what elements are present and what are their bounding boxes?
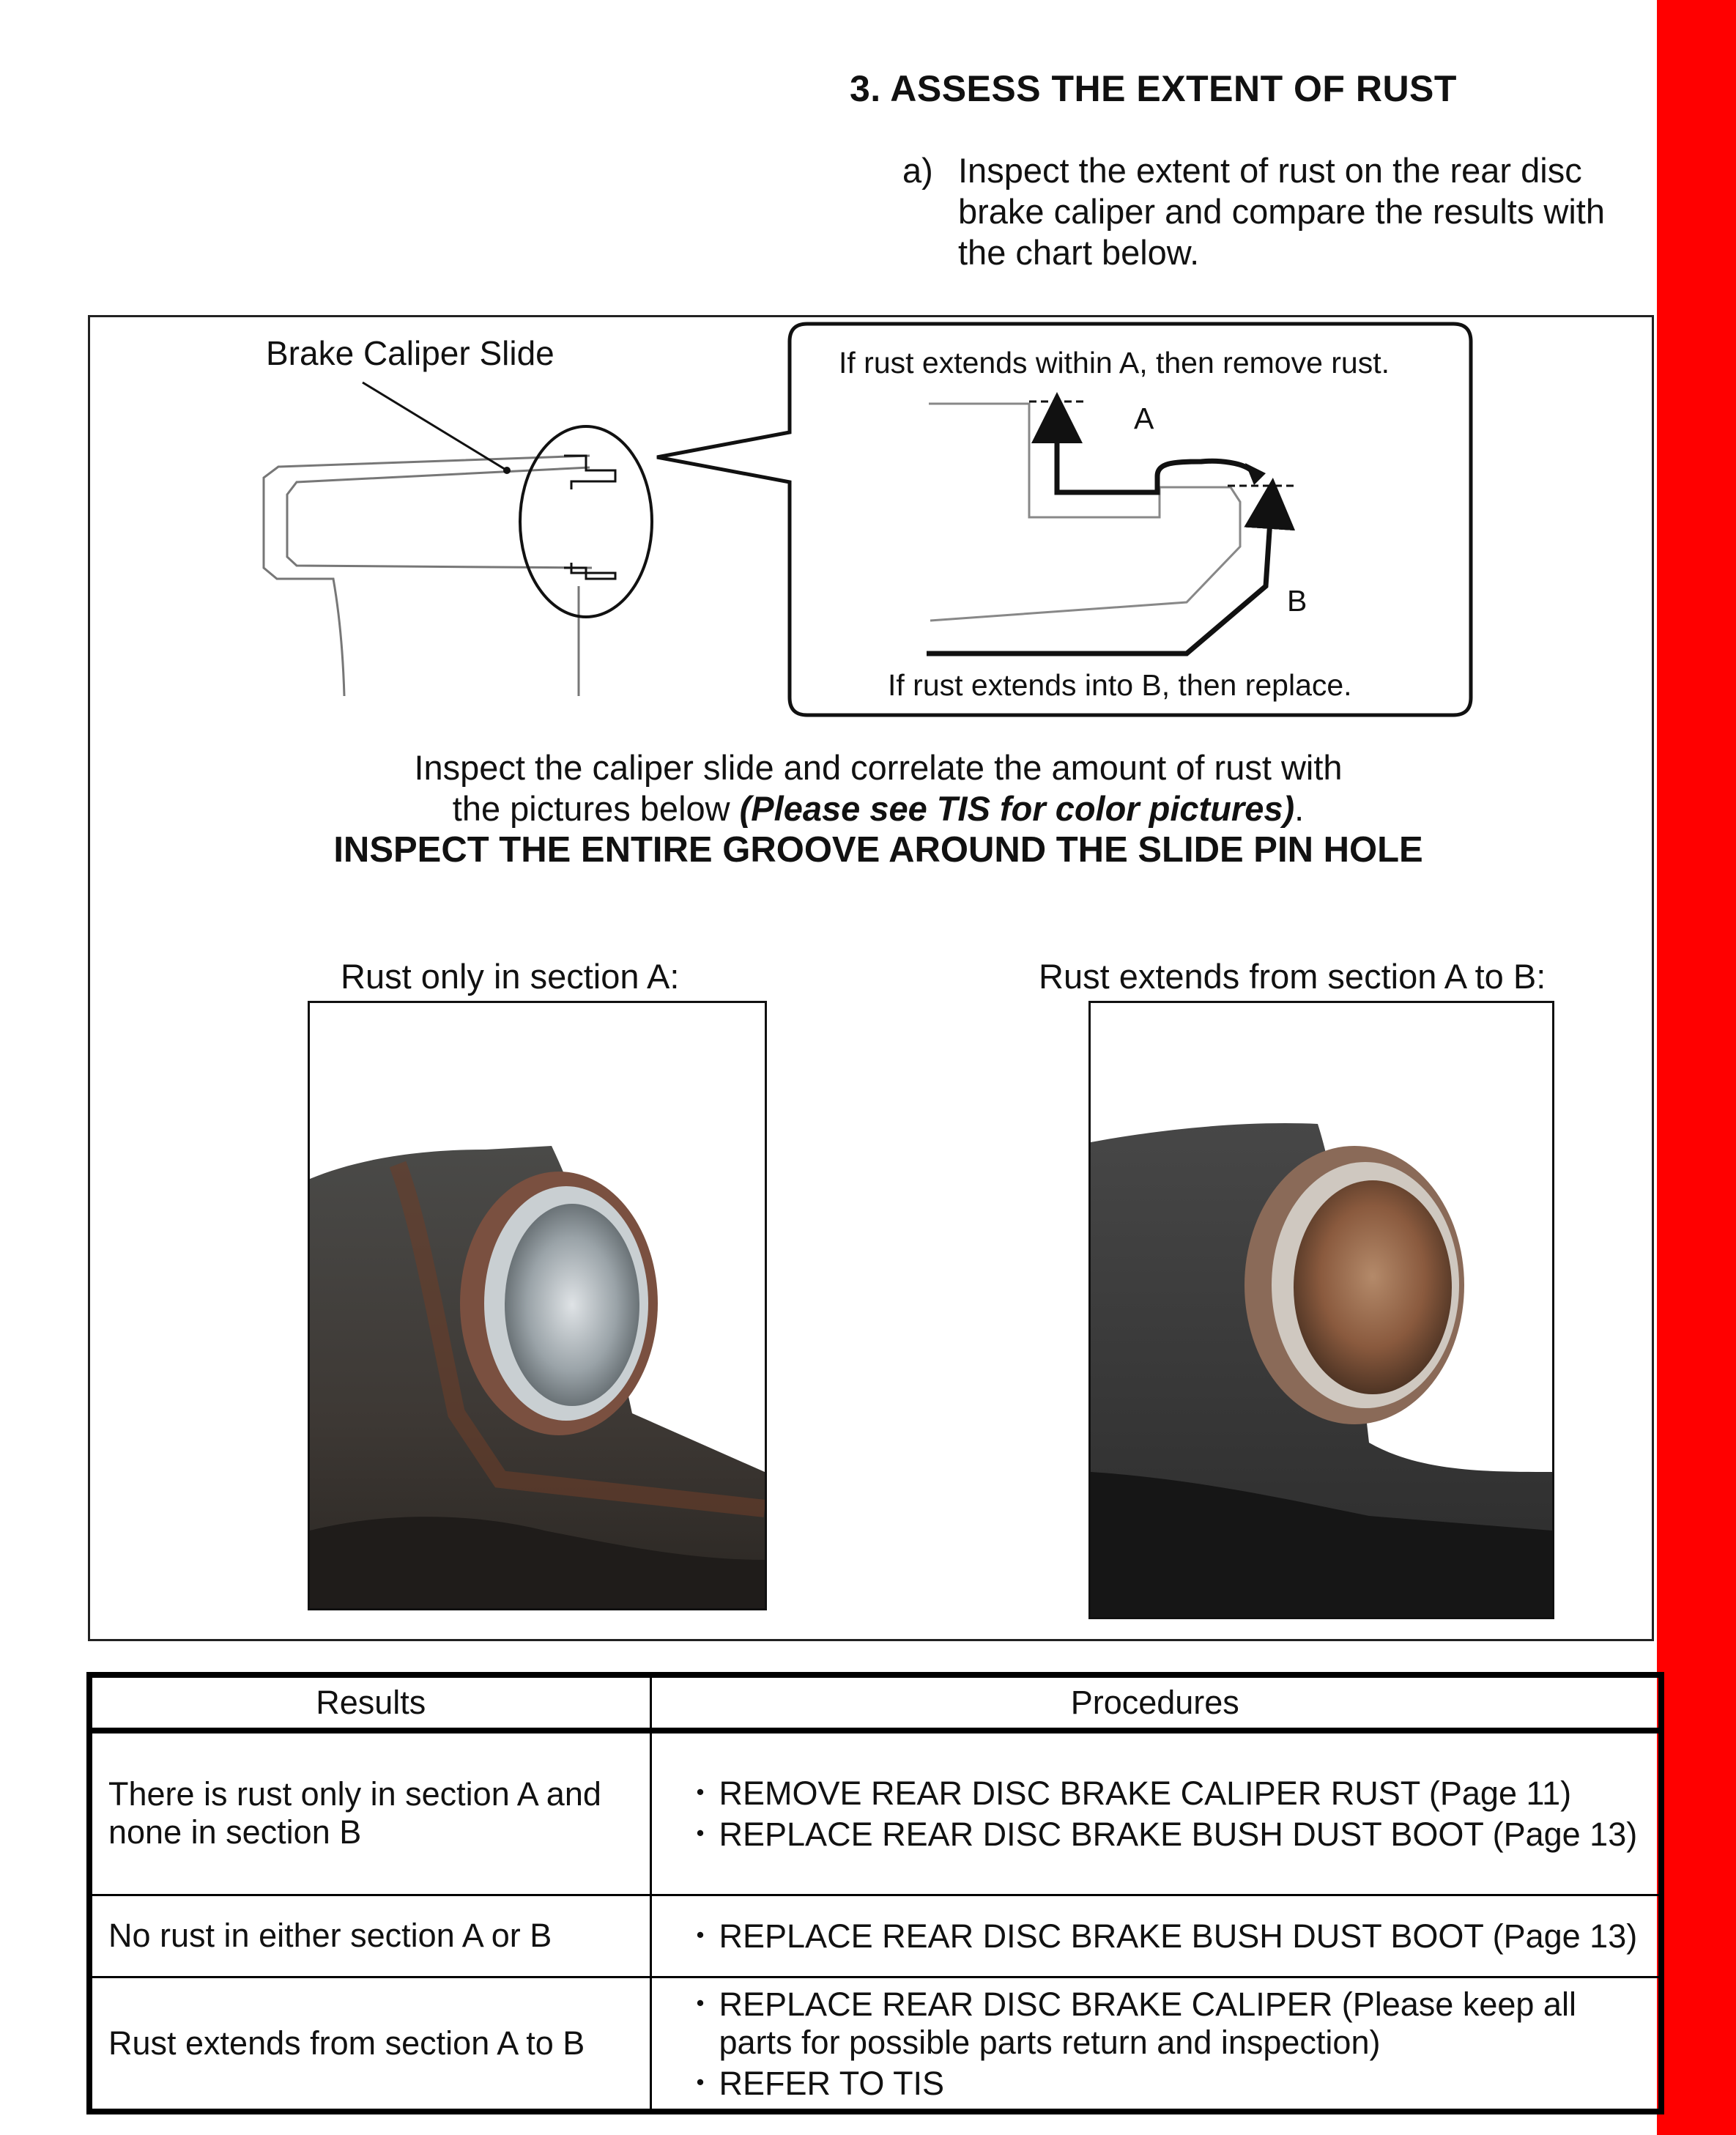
photo-right-caption: Rust extends from section A to B: xyxy=(1039,957,1546,996)
instruction-line-2-text: the pictures below xyxy=(452,789,740,828)
section-a-label: A xyxy=(1134,402,1154,435)
procedure-text: REMOVE REAR DISC BRAKE CALIPER RUST (Page 11) xyxy=(719,1775,1572,1813)
procedure-cell xyxy=(650,1731,1661,1895)
result-cell: No rust in either section A or B xyxy=(89,1895,650,1977)
instruction-line-1: Inspect the caliper slide and correlate the amount of rust with xyxy=(414,748,1343,787)
instruction-warning: INSPECT THE ENTIRE GROOVE AROUND THE SLIDE PIN HOLE xyxy=(333,830,1423,870)
procedure-text: REPLACE REAR DISC BRAKE CALIPER (Please keep all parts for possible parts return and inspection) xyxy=(719,1985,1576,2061)
photo-left-caption: Rust only in section A: xyxy=(341,957,680,996)
procedure-cell xyxy=(650,1895,1661,1977)
rust-section-a-to-b-photo xyxy=(1088,1001,1554,1619)
procedure-text: REFER TO TIS xyxy=(719,2064,945,2102)
slide-pin-grooves xyxy=(564,456,615,579)
bullet-glyph: ・ xyxy=(683,1775,717,1813)
substep-letter: a) xyxy=(902,151,933,190)
slide-leader-line xyxy=(363,382,507,470)
substep-text: Inspect the extent of rust on the rear disc brake caliper and compare the results with the chart below. xyxy=(958,151,1605,272)
procedure-cell xyxy=(650,1977,1661,2112)
into-b-note: If rust extends into B, then replace. xyxy=(888,668,1352,702)
table-row xyxy=(89,1895,1661,1977)
inspection-instructions xyxy=(103,747,1654,870)
results-procedures-table xyxy=(86,1672,1664,2114)
instruction-emphasis: (Please see TIS for color pictures) xyxy=(739,789,1295,828)
instruction-line-2-end: . xyxy=(1294,789,1305,828)
procedure-item xyxy=(684,1917,1647,1955)
rust-section-a-photo xyxy=(308,1001,767,1610)
bullet-glyph: ・ xyxy=(683,2064,717,2102)
section-b-label: B xyxy=(1287,584,1307,618)
slide-leader-dot xyxy=(503,467,511,474)
step-title: 3. ASSESS THE EXTENT OF RUST xyxy=(850,68,1457,109)
bullet-glyph: ・ xyxy=(683,1917,717,1955)
bullet-glyph: ・ xyxy=(683,1816,717,1854)
procedure-item xyxy=(684,1816,1647,1854)
brake-caliper-slide-label: Brake Caliper Slide xyxy=(266,334,554,372)
caliper-outline xyxy=(264,456,592,696)
table-row xyxy=(89,1977,1661,2112)
result-cell: Rust extends from section A to B xyxy=(89,1977,650,2112)
procedure-item xyxy=(684,1775,1647,1813)
procedure-item xyxy=(684,1986,1647,2062)
results-column-header: Results xyxy=(89,1675,650,1731)
procedure-text: REPLACE REAR DISC BRAKE BUSH DUST BOOT (Page 13) xyxy=(719,1816,1638,1854)
table-row xyxy=(89,1731,1661,1895)
within-a-note: If rust extends within A, then remove rust. xyxy=(839,346,1390,380)
procedure-text: REPLACE REAR DISC BRAKE BUSH DUST BOOT (Page 13) xyxy=(719,1917,1638,1955)
callout-box xyxy=(657,324,1471,715)
result-cell: There is rust only in section A and none in section B xyxy=(89,1731,650,1895)
procedure-item xyxy=(684,2065,1647,2103)
table-header-row xyxy=(89,1675,1661,1731)
instruction-line-2 xyxy=(103,788,1654,829)
procedures-column-header: Procedures xyxy=(650,1675,1661,1731)
bullet-glyph: ・ xyxy=(683,1985,717,2023)
